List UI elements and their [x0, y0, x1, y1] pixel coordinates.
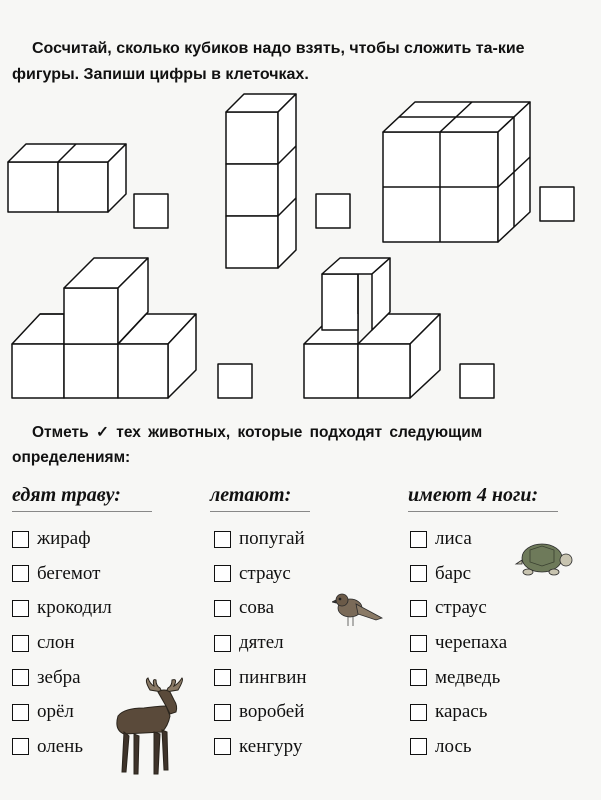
checkbox[interactable]	[410, 531, 427, 548]
animal-label: олень	[37, 735, 83, 757]
list-item[interactable]	[214, 660, 307, 695]
animal-label: сова	[239, 597, 275, 619]
answer-box-3	[540, 187, 574, 221]
checkbox[interactable]	[12, 565, 29, 582]
cube-figure-2	[226, 94, 296, 268]
animal-label: барс	[435, 562, 472, 584]
checkbox[interactable]	[214, 635, 231, 652]
task-2-instructions: Отметь ✓ тех животных, которые подходят следующим определениям:	[12, 424, 483, 466]
list-item[interactable]	[214, 591, 307, 626]
task-1-instructions: Сосчитай, сколько кубиков надо взять, чтобы сложить та-кие фигуры. Запиши цифры в клеточках.	[12, 40, 525, 83]
list-item[interactable]	[214, 522, 307, 557]
list-item[interactable]	[214, 557, 307, 592]
answer-box-1	[134, 194, 168, 228]
checkbox[interactable]	[214, 669, 231, 686]
list-item[interactable]	[410, 730, 507, 765]
animal-label: лиса	[435, 528, 472, 550]
animal-label: слон	[37, 632, 75, 654]
animal-label: кенгуру	[239, 735, 303, 757]
column-heading-flying: летают:	[210, 484, 292, 506]
animal-label: зебра	[37, 666, 81, 688]
list-item[interactable]	[410, 522, 507, 557]
list-item[interactable]	[214, 730, 307, 765]
checkbox[interactable]	[410, 669, 427, 686]
animal-label: пингвин	[239, 666, 307, 688]
animal-label: страус	[435, 597, 487, 619]
answer-box-4	[218, 364, 252, 398]
cube-figure-4	[12, 258, 196, 398]
animal-label: воробей	[239, 701, 305, 723]
checkbox[interactable]	[214, 531, 231, 548]
list-item[interactable]	[12, 660, 112, 695]
list-item[interactable]	[12, 626, 112, 661]
list-item[interactable]	[410, 695, 507, 730]
list-item[interactable]	[12, 557, 112, 592]
answer-box-2	[316, 194, 350, 228]
list-item[interactable]	[12, 695, 112, 730]
animal-label: жираф	[37, 528, 91, 550]
column-heading-four-legs: имеют 4 ноги:	[408, 484, 539, 506]
checkbox[interactable]	[410, 738, 427, 755]
list-item[interactable]	[214, 695, 307, 730]
list-item[interactable]	[214, 626, 307, 661]
cube-figure-1	[8, 144, 126, 212]
checkbox[interactable]	[410, 704, 427, 721]
animal-label: орёл	[37, 701, 74, 723]
animal-list-flying	[214, 522, 307, 764]
animal-label: карась	[435, 701, 488, 723]
moose-illustration	[104, 676, 204, 780]
turtle-illustration	[514, 534, 576, 580]
animal-label: бегемот	[37, 562, 101, 584]
cube-figure-5	[304, 258, 440, 398]
checkbox[interactable]	[214, 738, 231, 755]
list-item[interactable]	[410, 660, 507, 695]
checkbox[interactable]	[12, 738, 29, 755]
checkbox[interactable]	[214, 704, 231, 721]
animal-label: дятел	[239, 632, 284, 654]
checkbox[interactable]	[214, 565, 231, 582]
checkbox[interactable]	[410, 635, 427, 652]
cube-figures	[0, 90, 601, 400]
column-heading-herbivores: едят траву:	[12, 484, 121, 506]
checkbox[interactable]	[12, 669, 29, 686]
checkbox[interactable]	[214, 600, 231, 617]
checkbox[interactable]	[410, 600, 427, 617]
heading-underline	[408, 511, 558, 512]
list-item[interactable]	[410, 591, 507, 626]
animal-label: страус	[239, 562, 291, 584]
animal-label: крокодил	[37, 597, 112, 619]
sparrow-illustration	[332, 590, 386, 630]
heading-underline	[12, 511, 152, 512]
cube-figure-3	[383, 102, 530, 242]
checkbox[interactable]	[12, 635, 29, 652]
checkbox[interactable]	[12, 600, 29, 617]
animal-label: медведь	[435, 666, 501, 688]
answer-box-5	[460, 364, 494, 398]
list-item[interactable]	[410, 557, 507, 592]
animal-label: попугай	[239, 528, 305, 550]
animal-list-herbivores	[12, 522, 112, 764]
animal-label: черепаха	[435, 632, 508, 654]
checkbox[interactable]	[410, 565, 427, 582]
list-item[interactable]	[12, 591, 112, 626]
animal-label: лось	[435, 735, 472, 757]
list-item[interactable]	[410, 626, 507, 661]
checkbox[interactable]	[12, 704, 29, 721]
checkbox[interactable]	[12, 531, 29, 548]
list-item[interactable]	[12, 522, 112, 557]
animal-list-four-legs	[410, 522, 507, 764]
list-item[interactable]	[12, 730, 112, 765]
heading-underline	[210, 511, 310, 512]
